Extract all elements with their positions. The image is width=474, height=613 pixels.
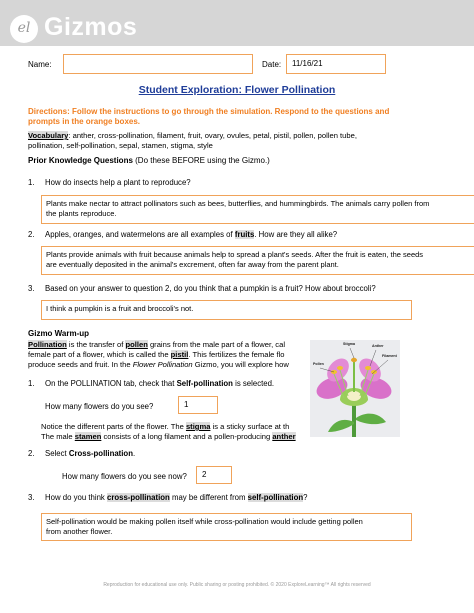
anther-label: Anther xyxy=(372,344,384,348)
prior-note: (Do these BEFORE using the Gizmo.) xyxy=(132,156,270,165)
date-label: Date: xyxy=(262,60,282,69)
vocabulary-label: Vocabulary xyxy=(28,131,69,140)
directions xyxy=(28,107,448,128)
warmup-l1-b: is the transfer of xyxy=(66,340,126,349)
q2-term: fruits xyxy=(234,230,255,239)
gizmos-logo-icon xyxy=(10,15,38,43)
directions-line-1: Directions: Follow the instructions to go through the simulation. Respond to the questions and xyxy=(28,107,390,116)
cross-pollination-term: cross-pollination xyxy=(106,493,170,502)
stigma-term: stigma xyxy=(185,422,211,431)
q3-number: 3. xyxy=(28,284,35,293)
stamen-term: stamen xyxy=(74,432,102,442)
logo-mark-text: el xyxy=(17,20,31,36)
warmup-l3-c: Gizmo, you will explore how xyxy=(192,360,289,370)
q2-answer-box[interactable] xyxy=(41,246,474,275)
wq3-number: 3. xyxy=(28,493,35,502)
warmup-question-1 xyxy=(28,379,274,389)
wq1-number: 1. xyxy=(28,379,35,388)
warmup-l2-a: female part of a flower, which is called the xyxy=(28,350,171,360)
gizmos-header xyxy=(0,0,474,46)
wq3-text-b: may be different from xyxy=(169,493,248,502)
page-title: Student Exploration: Flower Pollination xyxy=(138,84,336,96)
q1-answer-line-2: the plants reproduce. xyxy=(46,208,117,218)
wq2-term: Cross-pollination xyxy=(68,449,133,458)
wq3-answer-line-1: Self-pollination would be making pollen itself while cross-pollination would include getting pollen xyxy=(46,517,363,526)
gizmos-logo-text: Gizmos xyxy=(44,13,138,41)
male-b: consists of a long filament and a pollen-producing xyxy=(101,432,273,442)
wq1-answer: 1 xyxy=(184,400,189,409)
wq3-text-a: How do you think xyxy=(45,493,107,502)
self-pollination-term: self-pollination xyxy=(247,493,304,502)
wq1-text-b: is selected. xyxy=(232,379,275,388)
warmup-question-3 xyxy=(28,493,307,503)
warmup-l3-b: Flower Pollination xyxy=(132,360,193,370)
q2-number: 2. xyxy=(28,230,35,239)
wq2-subquestion: How many flowers do you see now? xyxy=(62,472,187,481)
notice-b: is a sticky surface at th xyxy=(210,422,290,431)
name-label: Name: xyxy=(28,60,52,69)
male-a: The male xyxy=(41,432,75,442)
pollination-term: Pollination xyxy=(28,340,67,349)
date-field[interactable] xyxy=(286,54,386,74)
wq1-term: Self-pollination xyxy=(176,379,233,388)
warmup-l1-d: grains from the male part of a flower, cal xyxy=(147,340,286,349)
vocabulary xyxy=(28,131,458,151)
wq1-notice xyxy=(41,422,331,442)
question-3 xyxy=(28,284,376,294)
q2-text-b: . How are they all alike? xyxy=(254,230,338,239)
prior-knowledge-heading xyxy=(28,156,270,166)
pollen-label: Pollen xyxy=(313,362,324,366)
vocabulary-line-1: : anther, cross-pollination, filament, fruit, ovary, ovules, petal, pistil, pollen, pollen tube, xyxy=(68,131,357,140)
q2-text-a: Apples, oranges, and watermelons are all examples of xyxy=(45,230,235,239)
vocabulary-line-2: pollination, self-pollination, sepal, stamen, stigma, style xyxy=(28,140,213,150)
name-field[interactable] xyxy=(63,54,253,74)
wq3-answer-box[interactable] xyxy=(41,513,412,541)
warmup-paragraph xyxy=(28,340,328,370)
footer-copyright: Reproduction for educational use only. Public sharing or posting prohibited. © 2020 ExploreLearning™ All rights reserved xyxy=(103,582,371,588)
question-2 xyxy=(28,230,337,240)
wq2-answer: 2 xyxy=(202,470,207,479)
q3-text: Based on your answer to question 2, do you think that a pumpkin is a fruit? How about broccoli? xyxy=(45,284,376,293)
filament-label: Filament xyxy=(382,354,397,358)
stigma-label: Stigma xyxy=(343,342,355,346)
q3-answer-box[interactable] xyxy=(41,300,412,320)
q1-number: 1. xyxy=(28,178,35,187)
q1-answer-line-1: Plants make nectar to attract pollinators such as bees, butterflies, and hummingbirds. The animals carry pollen from xyxy=(46,199,430,208)
q3-answer: I think a pumpkin is a fruit and broccoli's not. xyxy=(46,304,194,313)
warmup-question-2 xyxy=(28,449,135,459)
wq2-number: 2. xyxy=(28,449,35,458)
prior-heading: Prior Knowledge Questions xyxy=(28,156,133,165)
q1-answer-box[interactable] xyxy=(41,195,474,224)
wq2-answer-box[interactable] xyxy=(196,466,232,484)
pistil-term: pistil xyxy=(170,350,189,360)
wq1-text-a: On the POLLINATION tab, check that xyxy=(45,379,177,388)
notice-a: Notice the different parts of the flower. The xyxy=(41,422,186,431)
wq3-answer-line-2: from another flower. xyxy=(46,526,113,536)
warmup-heading: Gizmo Warm-up xyxy=(28,329,90,338)
wq2-text-a: Select xyxy=(45,449,69,458)
wq1-answer-box[interactable] xyxy=(178,396,218,414)
q1-text: How do insects help a plant to reproduce? xyxy=(45,178,191,187)
question-1 xyxy=(28,178,191,188)
wq1-subquestion: How many flowers do you see? xyxy=(45,402,154,411)
warmup-l2-c: . This fertilizes the female flo xyxy=(188,350,285,360)
q2-answer-line-2: are eventually deposited in the animal's excrement, often far away from the parent plant. xyxy=(46,259,339,269)
wq3-text-c: ? xyxy=(303,493,308,502)
pollen-term: pollen xyxy=(125,340,148,349)
q2-answer-line-1: Plants provide animals with fruit because animals help to spread a plant's seeds. After the fruit is eaten, the seeds xyxy=(46,250,424,259)
warmup-l3-a: produce seeds and fruit. In the xyxy=(28,360,133,370)
wq2-text-b: . xyxy=(132,449,136,458)
directions-line-2: prompts in the orange boxes. xyxy=(28,117,141,127)
anther-term: anther xyxy=(272,432,296,442)
date-value: 11/16/21 xyxy=(292,59,323,68)
